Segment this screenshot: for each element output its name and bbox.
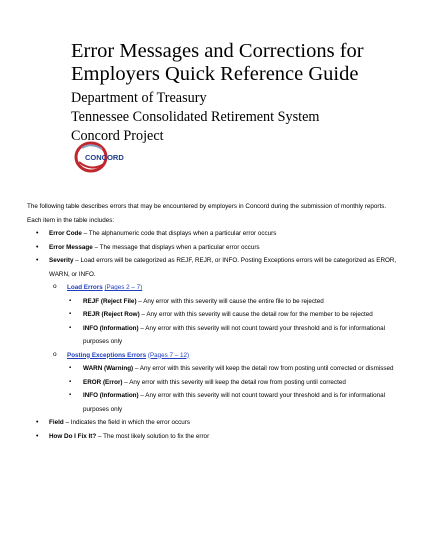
severity-sublist	[27, 281, 407, 416]
department-name: Department of Treasury	[71, 90, 207, 106]
list-item-eror: ▪ EROR (Error) – Any error with this severity will keep the detail row from posting until corrected	[67, 376, 407, 390]
list-item-fix: • How Do I Fix It? – The most likely solution to fix the error	[27, 430, 407, 444]
list-item-field: • Field – Indicates the field in which the error occurs	[27, 416, 407, 430]
system-name: Tennessee Consolidated Retirement System	[71, 109, 320, 125]
logo-text: CONCORD	[85, 153, 124, 162]
document-body	[27, 200, 407, 443]
load-errors-item	[53, 281, 407, 349]
load-errors-link[interactable]: Load Errors	[67, 284, 103, 291]
title-line-2: Employers Quick Reference Guide	[71, 63, 359, 85]
list-item-warn: ▪ WARN (Warning) – Any error with this severity will keep the detail row from posting until corrected or dismissed	[67, 362, 407, 376]
posting-errors-link[interactable]: Posting Exceptions Errors	[67, 351, 147, 359]
list-item-rejf: ▪ REJF (Reject File) – Any error with this severity will cause the entire file to be rejected	[67, 295, 407, 309]
posting-errors-pages-link[interactable]: (Pages 7 – 12)	[147, 351, 190, 359]
item-list	[27, 227, 407, 443]
project-name: Concord Project	[71, 128, 164, 144]
list-item-error-message: • Error Message – The message that displays when a particular error occurs	[27, 241, 407, 255]
title-line-1: Error Messages and Corrections for	[71, 40, 364, 62]
list-item-load-info: ▪ INFO (Information) – Any error with this severity will not count toward your threshold and is for informational purposes only	[67, 322, 407, 349]
list-item-rejr: ▪ REJR (Reject Row) – Any error with this severity will cause the detail row for the member to be rejected	[67, 308, 407, 322]
concord-logo	[74, 140, 126, 174]
load-errors-pages-link[interactable]: (Pages 2 – 7)	[104, 284, 143, 291]
concord-logo-icon	[74, 140, 126, 174]
each-item-label: Each item in the table includes:	[27, 216, 115, 224]
list-item-severity: • Severity – Load errors will be categorized as REJF, REJR, or INFO. Posting Exceptions errors will be categorized as EROR, WARN, or INFO. o Load Errors (Pages 2 – 7) ▪ REJF (Reject File) – Any error with this severity will cause the entire file to be rejected ▪ REJR (Reject Row) – Any error with this severity will cause the detail row for the member to be rejected ▪ INFO (Information) – Any error with this severity will not count toward your threshold and is for informational purposes only o Posting Exceptions Errors (Pages 7 – 12) ▪ WARN (Warning) – Any error with this severity will keep the detail row from posting until corrected or dismissed ▪ EROR (Error) – Any error with this severity will keep the detail row from posting until corrected ▪ INFO (Information) – Any error with this severity will not count toward your threshold and is for informational purposes only	[27, 254, 407, 416]
posting-errors-sublist	[67, 362, 407, 416]
document-header	[71, 40, 416, 146]
posting-errors-item	[53, 349, 407, 417]
intro-paragraph: The following table describes errors that may be encountered by employers in Concord during the submission of monthly reports.	[27, 203, 387, 210]
list-item-error-code: • Error Code – The alphanumeric code that displays when a particular error occurs	[27, 227, 407, 241]
load-errors-sublist	[67, 295, 407, 349]
list-item-posting-info: ▪ INFO (Information) – Any error with this severity will not count toward your threshold and is for informational purposes only	[67, 389, 407, 416]
